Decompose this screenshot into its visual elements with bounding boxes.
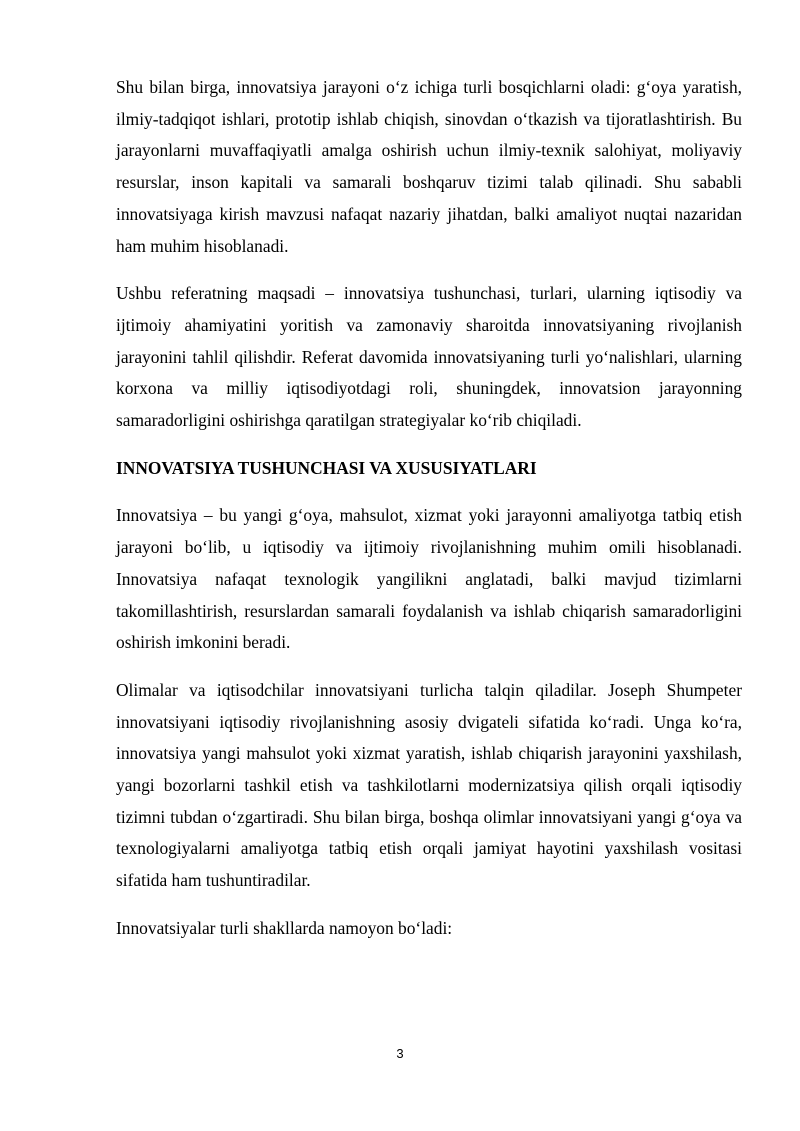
section-heading: INNOVATSIYA TUSHUNCHASI VA XUSUSIYATLARI <box>116 457 537 478</box>
body-paragraph: Shu bilan birga, innovatsiya jarayoni o‘z ichiga turli bosqichlarni oladi: g‘oya yaratish, ilmiy-tadqiqot ishlari, prototip ishlab chiqish, sinovdan o‘tkazish va tijoratlashtirish. Bu jarayonlarni muvaffaqiyatli amalga oshirish uchun ilmiy-texnik salohiyat, moliyaviy resurslar, inson kapitali va samarali boshqaruv tizimi talab qilinadi. Shu sababli innovatsiyaga kirish mavzusi nafaqat nazariy jihatdan, balki amaliyot nuqtai nazaridan ham muhim hisoblanadi. <box>116 77 742 256</box>
page-number: 3 <box>396 1046 404 1061</box>
body-paragraph: Ushbu referatning maqsadi – innovatsiya tushunchasi, turlari, ularning iqtisodiy va ijtimoiy ahamiyatini yoritish va zamonaviy sharoitda innovatsiyaning rivojlanish jarayonini tahlil qilishdir. Referat davomida innovatsiyaning turli yo‘nalishlari, ularning korxona va milliy iqtisodiyotdagi roli, shuningdek, innovatsion jarayonning samaradorligini oshirishga qaratilgan strategiyalar ko‘rib chiqiladi. <box>116 283 742 431</box>
page-body <box>116 72 742 961</box>
body-paragraph: Innovatsiyalar turli shakllarda namoyon bo‘ladi: <box>116 917 453 938</box>
body-paragraph: Olimalar va iqtisodchilar innovatsiyani turlicha talqin qiladilar. Joseph Shumpeter innovatsiyani iqtisodiy rivojlanishning asosiy dvigateli sifatida ko‘radi. Unga ko‘ra, innovatsiya yangi mahsulot yoki xizmat yaratish, ishlab chiqarish jarayonini yaxshilash, yangi bozorlarni tashkil etish va tashkilotlarni modernizatsiya qilish orqali iqtisodiy tizimni tubdan o‘zgartiradi. Shu bilan birga, boshqa olimlar innovatsiyani yangi g‘oya va texnologiyalarni amaliyotga tatbiq etish orqali jamiyat hayotini yaxshilash vositasi sifatida ham tushuntiradilar. <box>116 679 742 891</box>
body-paragraph: Innovatsiya – bu yangi g‘oya, mahsulot, xizmat yoki jarayonni amaliyotga tatbiq etish jarayoni bo‘lib, u iqtisodiy va ijtimoiy rivojlanishning muhim omili hisoblanadi. Innovatsiya nafaqat texnologik yangilikni anglatadi, balki mavjud tizimlarni takomillashtirish, resurslardan samarali foydalanish va ishlab chiqarish samaradorligini oshirish imkonini beradi. <box>116 505 742 653</box>
